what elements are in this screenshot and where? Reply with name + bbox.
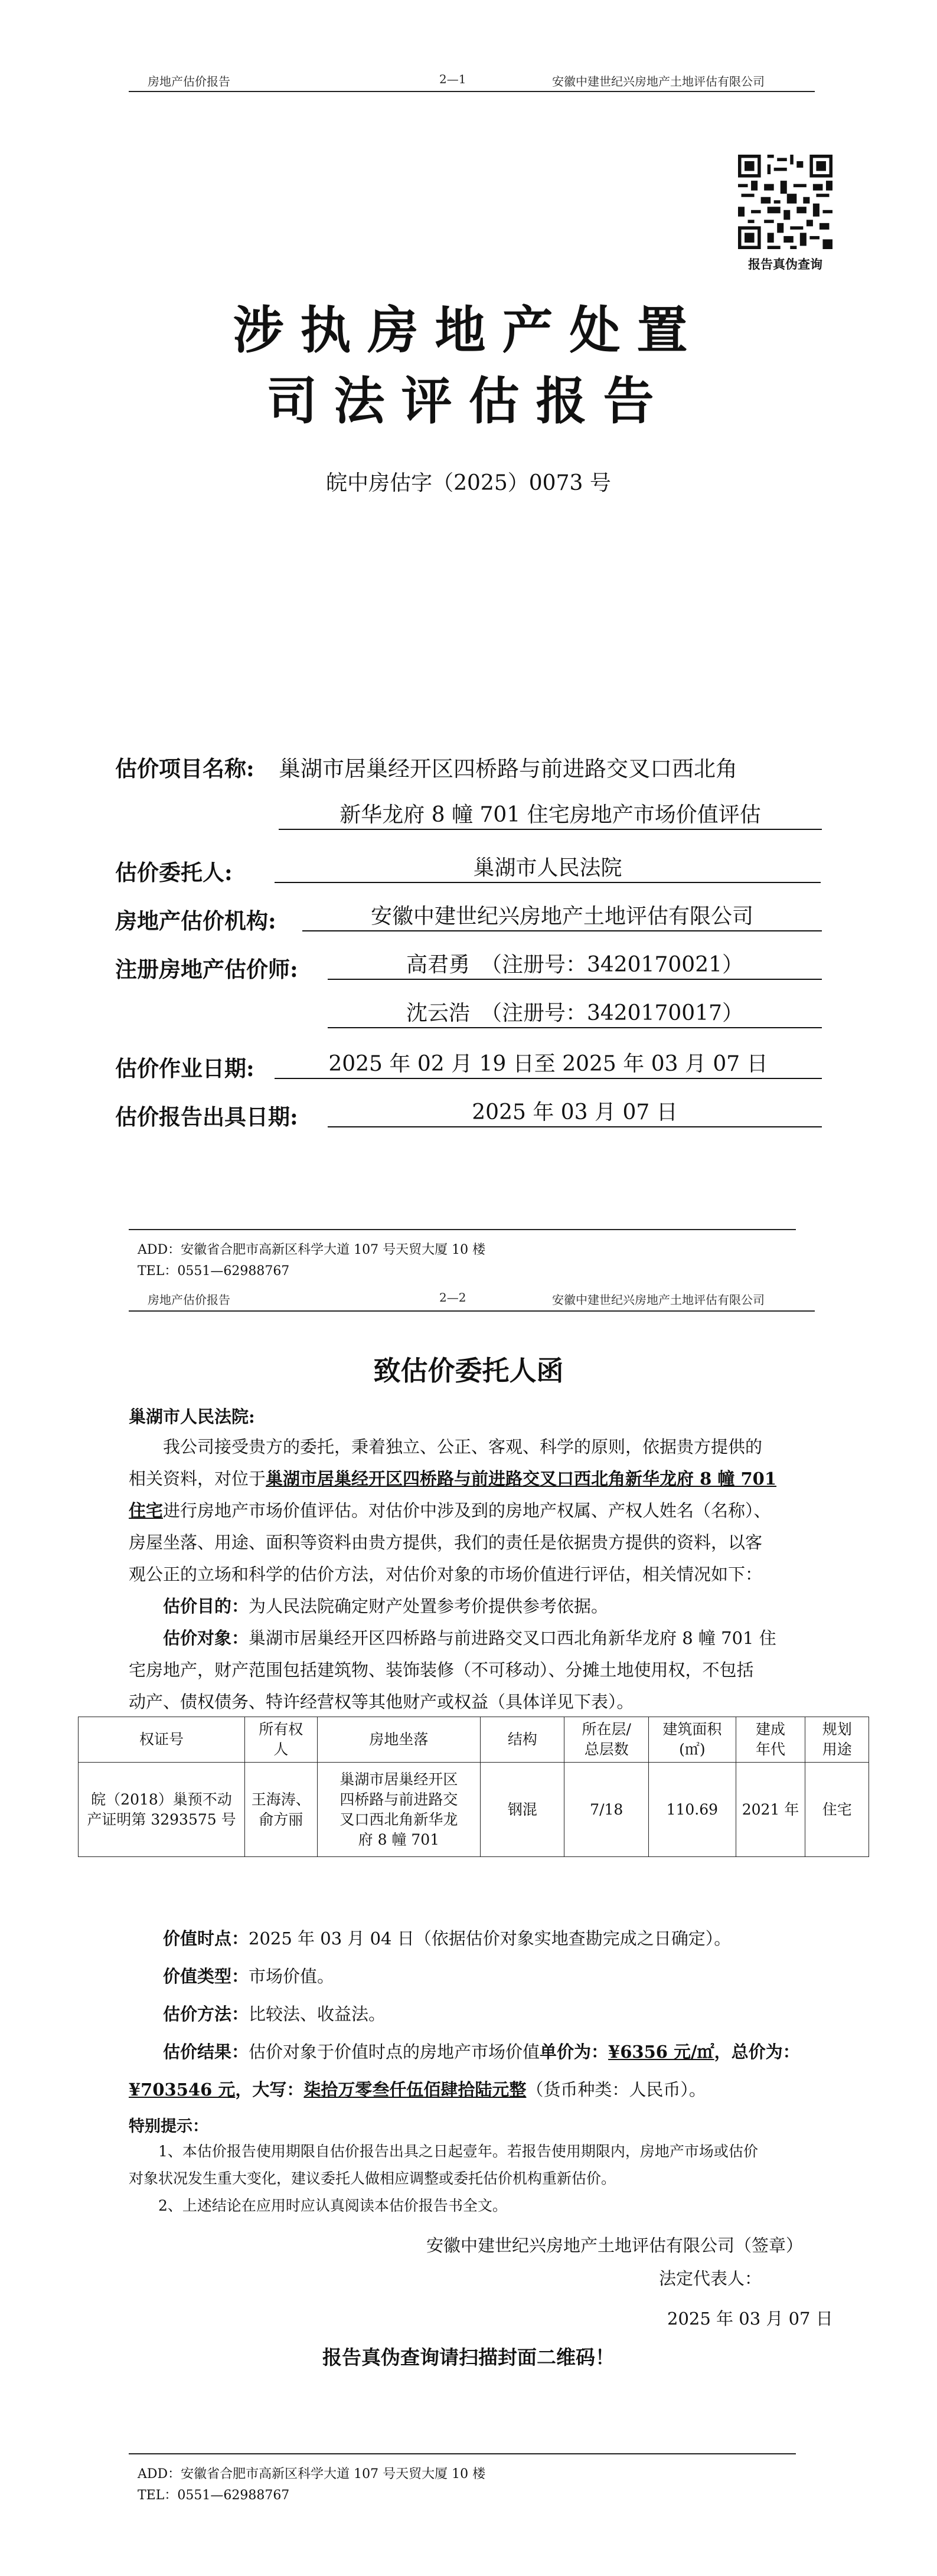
cell-owner — [244, 1763, 317, 1857]
method-line — [129, 1995, 817, 2033]
value-type-value: 市场价值。 — [249, 1966, 335, 1986]
client-value: 巢湖市人民法院 — [275, 855, 821, 883]
page2-header-center: 2—2 — [439, 1290, 466, 1305]
cell-area: 110.69 — [649, 1763, 736, 1857]
page2-header-left: 房地产估价报告 — [148, 1293, 230, 1307]
report-number: 皖中房估字（2025）0073 号 — [326, 471, 611, 495]
th-floor — [564, 1717, 649, 1763]
report-title-line2: 司法评估报告 — [266, 371, 671, 431]
method-value: 比较法、收益法。 — [249, 2004, 386, 2024]
result-unit-label: 单价为： — [540, 2042, 609, 2062]
result-unit-value: ¥6356 元/㎡ — [608, 2042, 714, 2062]
page2-footer-rule — [129, 2453, 796, 2454]
object-line-a — [129, 1622, 814, 1654]
cell-location — [317, 1763, 481, 1857]
intro-paragraph — [129, 1431, 814, 1718]
note2: 2、上述结论在应用时应认真阅读本估价报告书全文。 — [158, 2197, 507, 2214]
page1-footer-rule — [129, 1229, 796, 1230]
loc-2: 四桥路与前进路交 — [339, 1790, 458, 1808]
th-area-1: 建筑面积 — [662, 1721, 722, 1738]
object-line-b: 宅房地产，财产范围包括建筑物、装饰装修（不可移动）、分摊土地使用权，不包括 — [129, 1660, 754, 1680]
result-label: 估价结果： — [163, 2042, 249, 2062]
th-owner — [244, 1717, 317, 1763]
value-time-value: 2025 年 03 月 04 日（依据估价对象实地查勘完成之日确定）。 — [249, 1928, 732, 1949]
work-date-label: 估价作业日期: — [115, 1055, 254, 1081]
issue-date-value: 2025 年 03 月 07 日 — [328, 1099, 822, 1127]
page1-header-right: 安徽中建世纪兴房地产土地评估有限公司 — [552, 74, 765, 89]
issue-date-label: 估价报告出具日期: — [115, 1104, 298, 1130]
appraiser-1: 高君勇 （注册号：3420170021） — [328, 952, 822, 980]
cert-2: 产证明第 3293575 号 — [87, 1810, 236, 1828]
th-owner-2: 人 — [273, 1741, 289, 1758]
cell-use: 住宅 — [805, 1763, 869, 1857]
object-a: 巢湖市居巢经开区四桥路与前进路交叉口西北角新华龙府 8 幢 701 住 — [249, 1628, 776, 1648]
method-label: 估价方法： — [163, 2004, 249, 2024]
owner-1: 王海涛、 — [251, 1790, 311, 1808]
loc-4: 府 8 幢 701 — [358, 1830, 440, 1848]
result-total-label: ，总价为： — [714, 2042, 800, 2062]
note1-a: 1、本估价报告使用期限自估价报告出具之日起壹年。若报告使用期限内，房地产市场或估价 — [158, 2143, 758, 2160]
page2-footer-address: ADD：安徽省合肥市高新区科学大道 107 号天贸大厦 10 楼 — [138, 2467, 486, 2482]
result-words-value: 柒拾万零叁仟伍佰肆拾陆元整 — [303, 2080, 527, 2100]
value-time-line — [129, 1920, 817, 1957]
object-line-c: 动产、债权债务、特许经营权等其他财产或权益（具体详见下表）。 — [129, 1692, 634, 1712]
special-label: 特别提示： — [129, 2117, 208, 2136]
qr-code-icon[interactable] — [738, 155, 832, 249]
appraiser-label: 注册房地产估价师: — [115, 956, 298, 982]
th-structure — [481, 1717, 564, 1763]
th-floor-2: 总层数 — [584, 1741, 629, 1758]
th-location-text: 房地坐落 — [369, 1731, 429, 1748]
result-words-label: ，大写： — [235, 2080, 304, 2100]
page1-footer-address: ADD：安徽省合肥市高新区科学大道 107 号天贸大厦 10 楼 — [138, 1243, 486, 1257]
intro-c-bold: 住宅 — [129, 1501, 164, 1521]
project-value-2: 新华龙府 8 幢 701 住宅房地产市场价值评估 — [279, 802, 822, 830]
th-floor-1: 所在层/ — [582, 1721, 631, 1738]
result-line-a — [129, 2033, 817, 2071]
cell-year: 2021 年 — [736, 1763, 805, 1857]
purpose-value: 为人民法院确定财产处置参考价提供参考依据。 — [249, 1596, 609, 1616]
page1-header-rule — [129, 91, 815, 92]
purpose-label: 估价目的： — [163, 1596, 249, 1616]
value-type-label: 价值类型： — [163, 1966, 249, 1986]
result-currency: （货币种类：人民币）。 — [526, 2080, 706, 2100]
th-use-1: 规划 — [822, 1721, 852, 1738]
intro-c-text: 进行房地产市场价值评估。对估价中涉及到的房地产权属、产权人姓名（名称）、 — [163, 1501, 771, 1521]
th-location — [317, 1717, 481, 1763]
company-sign: 安徽中建世纪兴房地产土地评估有限公司（签章） — [426, 2235, 804, 2255]
cell-cert — [79, 1763, 245, 1857]
intro-b-address: 巢湖市居巢经开区四桥路与前进路交叉口西北角新华龙府 8 幢 701 — [266, 1469, 777, 1489]
project-value-1: 巢湖市居巢经开区四桥路与前进路交叉口西北角 — [279, 756, 737, 782]
agency-value: 安徽中建世纪兴房地产土地评估有限公司 — [302, 903, 822, 931]
salutation: 巢湖市人民法院: — [129, 1407, 255, 1427]
intro-b-text: 相关资料，对位于 — [129, 1469, 266, 1489]
intro-line-d: 房屋坐落、用途、面积等资料由贵方提供，我们的责任是依据贵方提供的资料，以客 — [129, 1532, 763, 1552]
th-cert — [79, 1717, 245, 1763]
value-time-label: 价值时点： — [163, 1928, 249, 1949]
estimate-table — [78, 1717, 869, 1857]
letter-title: 致估价委托人函 — [373, 1355, 564, 1387]
page2-header-rule — [129, 1310, 815, 1312]
results-section — [129, 1920, 817, 2108]
client-label: 估价委托人: — [115, 859, 233, 885]
verify-notice: 报告真伪查询请扫描封面二维码！ — [322, 2346, 615, 2369]
th-use-2: 用途 — [822, 1741, 852, 1758]
qr-caption: 报告真伪查询 — [748, 257, 822, 272]
loc-1: 巢湖市居巢经开区 — [339, 1770, 458, 1788]
owner-2: 俞方丽 — [259, 1810, 303, 1828]
note1-b: 对象状况发生重大变化，建议委托人做相应调整或委托估价机构重新估价。 — [129, 2170, 616, 2187]
th-year-1: 建成 — [756, 1721, 786, 1738]
th-owner-1: 所有权 — [259, 1721, 303, 1738]
cert-1: 皖（2018）巢预不动 — [91, 1790, 232, 1808]
agency-label: 房地产估价机构: — [115, 908, 276, 934]
value-type-line — [129, 1957, 817, 1995]
page1-header-left: 房地产估价报告 — [148, 74, 230, 89]
cell-floor: 7/18 — [564, 1763, 649, 1857]
page1-footer-tel: TEL：0551—62988767 — [138, 1264, 290, 1279]
page2-header-right: 安徽中建世纪兴房地产土地评估有限公司 — [552, 1293, 765, 1307]
th-year-2: 年代 — [756, 1741, 786, 1758]
th-area-2: (㎡) — [679, 1741, 706, 1758]
cell-structure: 钢混 — [481, 1763, 564, 1857]
th-year — [736, 1717, 805, 1763]
table-header-row — [79, 1717, 869, 1763]
report-title-line1: 涉执房地产处置 — [233, 300, 704, 360]
object-label: 估价对象： — [163, 1628, 249, 1648]
th-cert-text: 权证号 — [139, 1731, 184, 1748]
purpose-line — [129, 1590, 814, 1622]
letter-date: 2025 年 03 月 07 日 — [667, 2309, 833, 2329]
intro-line-e: 观公正的立场和科学的估价方法，对估价对象的市场价值进行评估，相关情况如下： — [129, 1564, 763, 1584]
result-line-b — [129, 2071, 817, 2108]
th-area — [649, 1717, 736, 1763]
intro-line-a: 我公司接受贵方的委托，秉着独立、公正、客观、科学的原则，依据贵方提供的 — [163, 1437, 763, 1457]
result-a: 估价对象于价值时点的房地产市场价值 — [249, 2042, 540, 2062]
page2-footer-tel: TEL：0551—62988767 — [138, 2488, 290, 2503]
th-use — [805, 1717, 869, 1763]
loc-3: 叉口西北角新华龙 — [339, 1810, 458, 1828]
page1-header-center: 2—1 — [439, 72, 466, 86]
project-label: 估价项目名称: — [115, 756, 254, 782]
notes — [129, 2138, 817, 2219]
intro-line-b — [129, 1463, 814, 1495]
intro-line-c — [129, 1495, 814, 1526]
work-date-value: 2025 年 02 月 19 日至 2025 年 03 月 07 日 — [275, 1051, 822, 1079]
appraiser-2: 沈云浩 （注册号：3420170017） — [328, 1000, 822, 1028]
legal-representative: 法定代表人： — [659, 2268, 762, 2289]
result-total-value: ¥703546 元 — [129, 2080, 236, 2100]
th-structure-text: 结构 — [507, 1731, 537, 1748]
table-row — [79, 1763, 869, 1857]
